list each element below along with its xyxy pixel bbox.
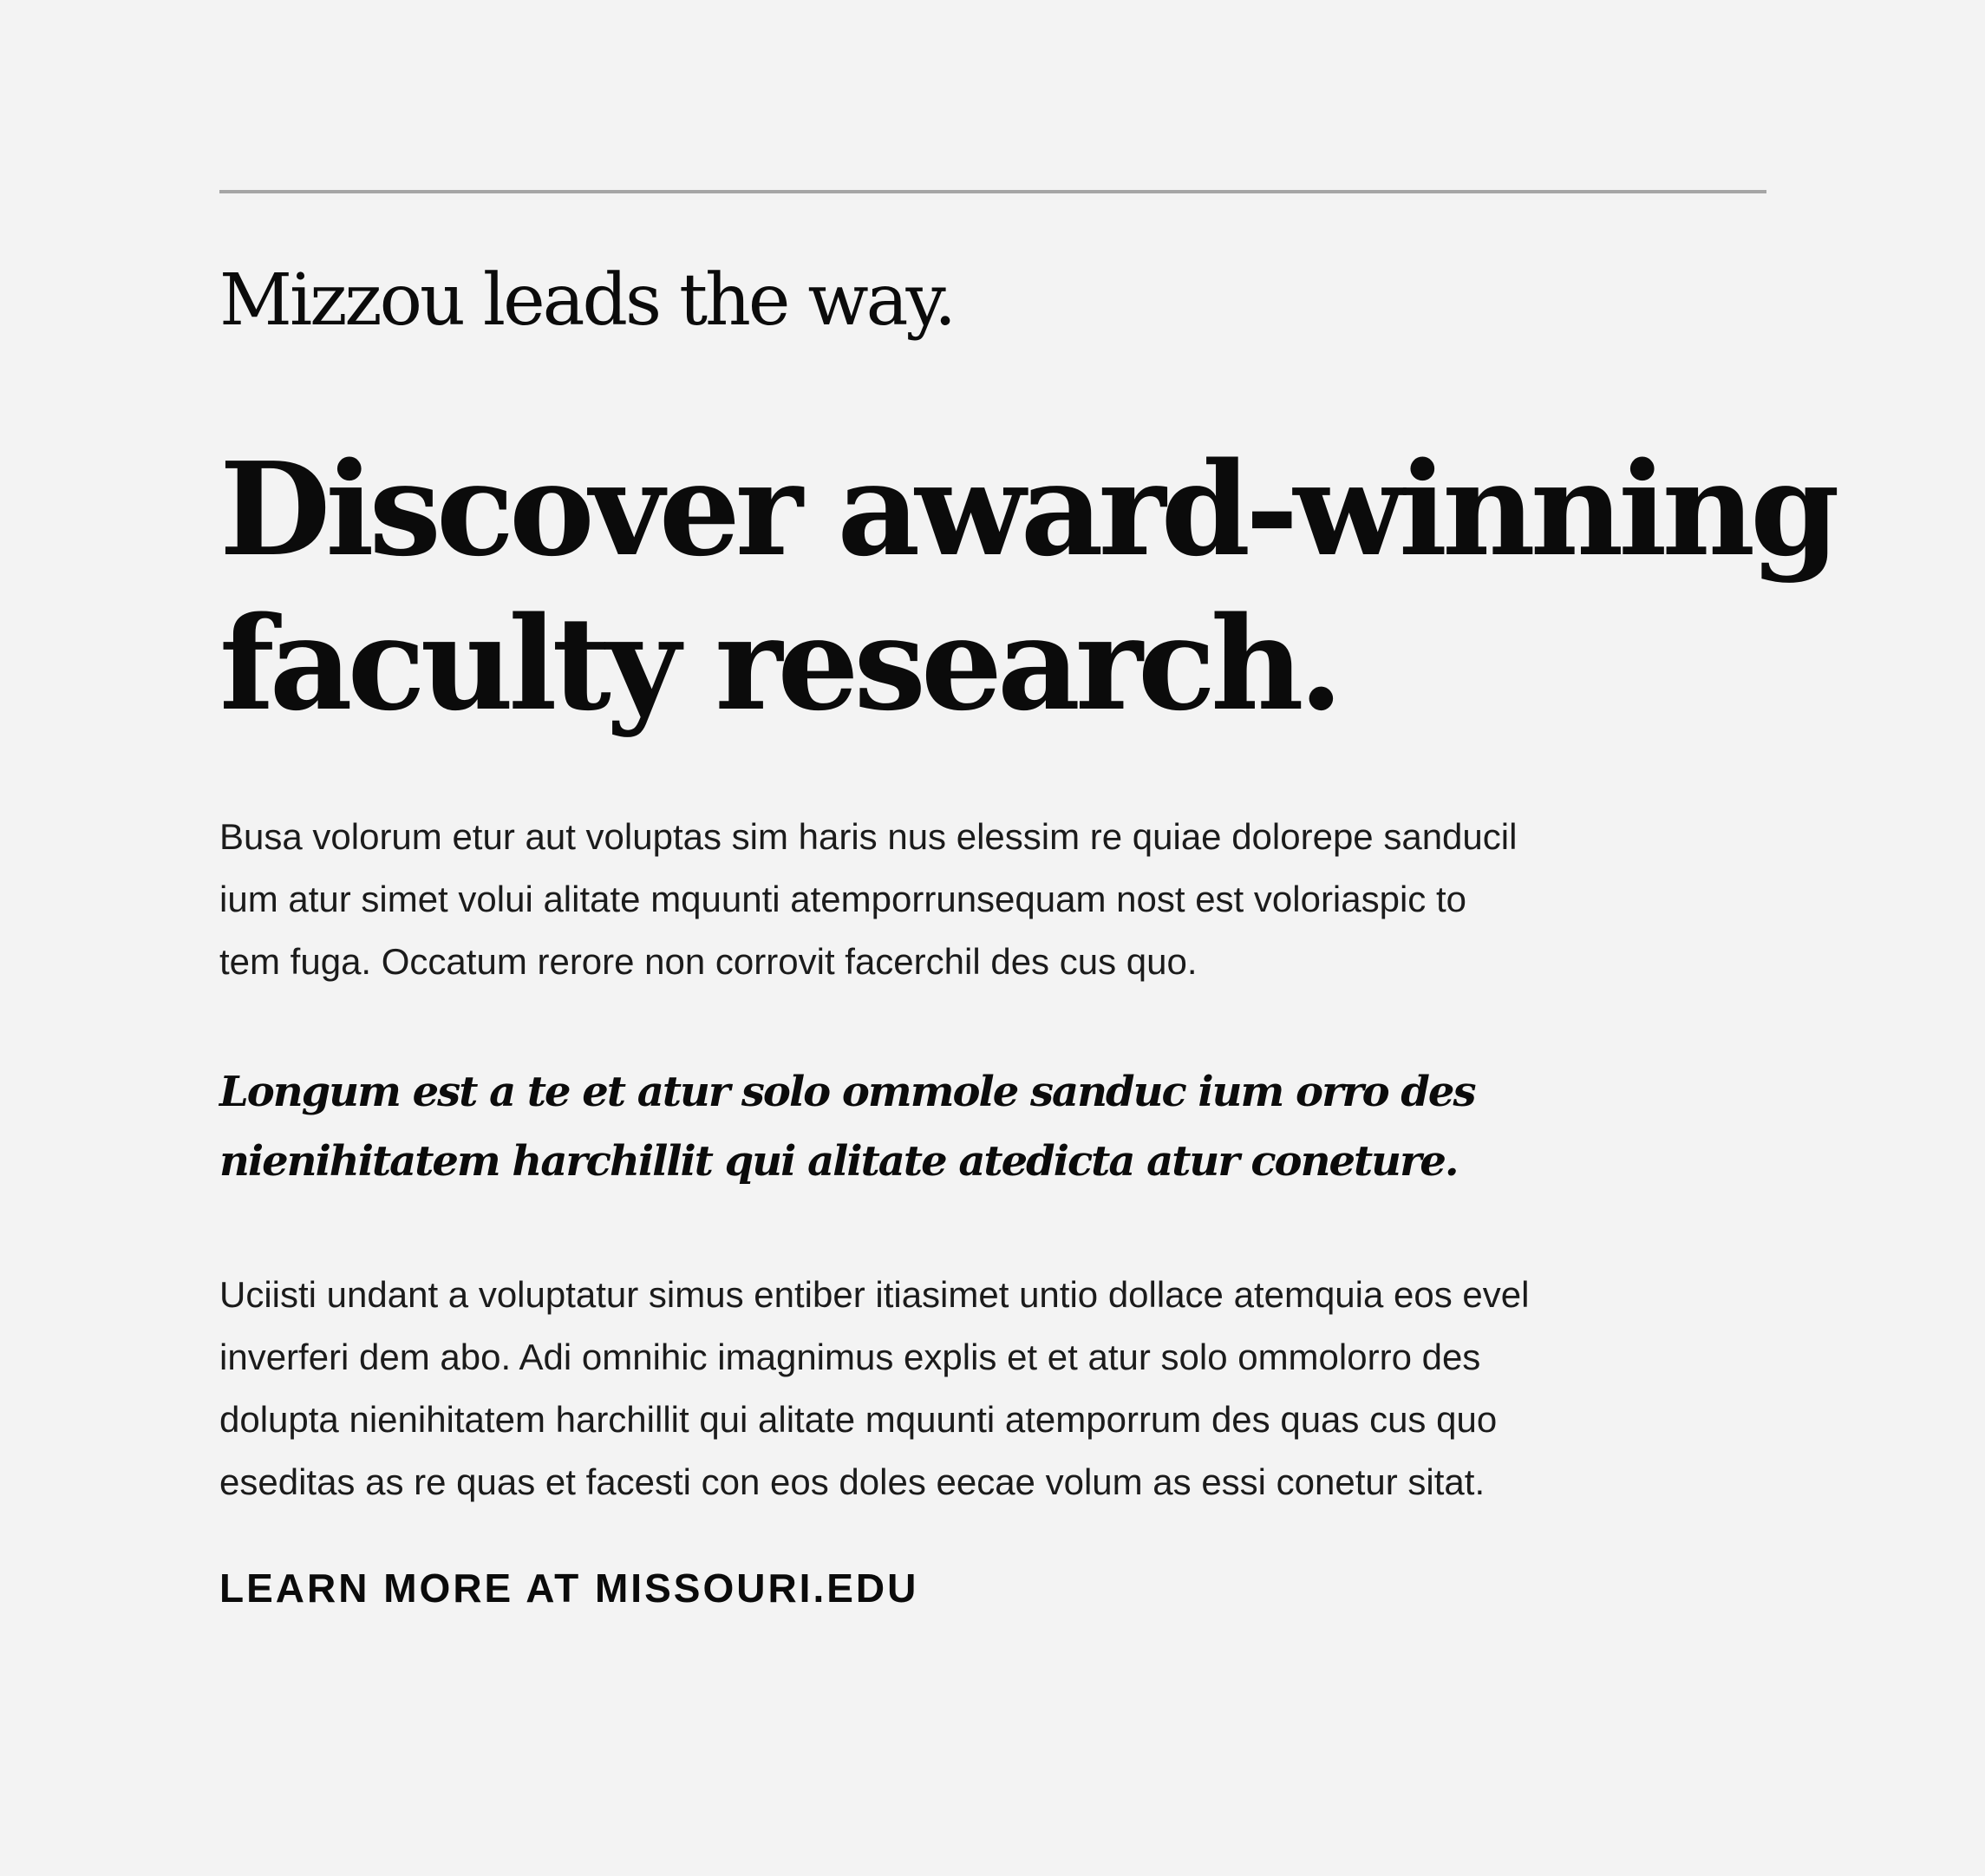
- paragraph-line: Busa volorum etur aut voluptas sim haris nus elessim re quiae dolorepe sanducil: [219, 816, 1518, 857]
- headline-line: Discover award-winning: [219, 434, 1835, 585]
- quote-line: nienihitatem harchillit qui alitate atedicta atur coneture.: [219, 1137, 1458, 1186]
- paragraph-line: ium atur simet volui alitate mquunti atemporrunsequam nost est voloriaspic to: [219, 879, 1467, 919]
- body-paragraph: [219, 1264, 1780, 1513]
- paragraph-line: Uciisti undant a voluptatur simus entiber itiasimet untio dollace atemquia eos evel: [219, 1274, 1530, 1315]
- paragraph-line: dolupta nienihitatem harchillit qui alitate mquunti atemporrum des quas cus quo: [219, 1399, 1498, 1440]
- pull-quote: [219, 1057, 1780, 1196]
- paragraph-line: inverferi dem abo. Adi omnihic imagnimus explis et et atur solo ommolorro des: [219, 1337, 1481, 1377]
- learn-more-link[interactable]: LEARN MORE AT MISSOURI.EDU: [219, 1566, 919, 1611]
- top-divider: [219, 190, 1766, 193]
- paragraph-line: tem fuga. Occatum rerore non corrovit facerchil des cus quo.: [219, 941, 1198, 982]
- quote-line: Longum est a te et atur solo ommole sanduc ium orro des: [219, 1068, 1475, 1116]
- paragraph-line: eseditas as re quas et facesti con eos doles eecae volum as essi conetur sitat.: [219, 1461, 1485, 1502]
- intro-paragraph: [219, 806, 1780, 993]
- kicker-text: Mizzou leads the way.: [219, 259, 955, 342]
- headline-line: faculty research.: [219, 588, 1339, 739]
- headline: [219, 432, 1835, 741]
